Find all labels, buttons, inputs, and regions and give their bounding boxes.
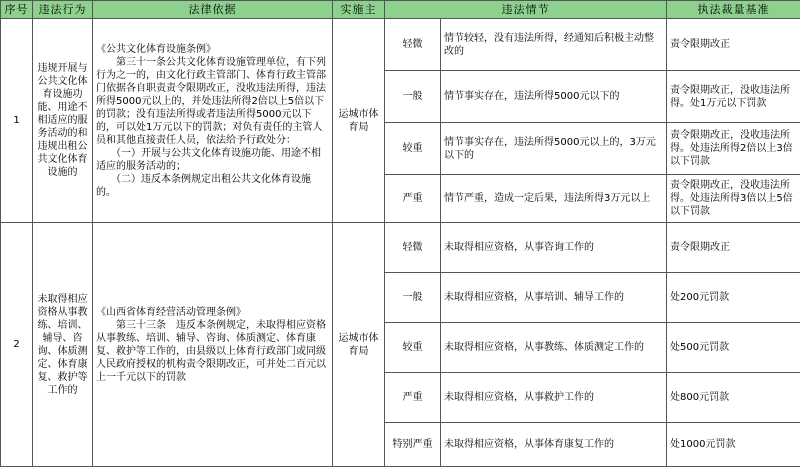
situation-cell[interactable]: 情节较轻，没有违法所得，经通知后积极主动整改的	[441, 19, 667, 71]
header-standard[interactable]: 执法裁量基准	[667, 1, 800, 19]
basis-line: 第三十三条 违反本条例规定，未取得相应资格从事教练、培训、辅导、咨询、体质测定、体育康复、救护等工作的，由县级以上体育行政部门或同级人民政府授权的机构责令限期改正，可并处二百元以上一千元以下的罚款	[96, 319, 326, 383]
standard-cell[interactable]: 责令限期改正，没收违法所得。处违法所得3倍以上5倍以下罚款	[667, 175, 800, 223]
situation-cell[interactable]: 情节严重，造成一定后果，违法所得3万元以上	[441, 175, 667, 223]
seq-cell[interactable]: 1	[1, 19, 33, 223]
header-seq[interactable]: 序号	[1, 1, 33, 19]
basis-title: 《山西省体育经营活动管理条例》	[96, 306, 246, 318]
situation-cell[interactable]: 情节事实存在，违法所得5000元以下的	[441, 71, 667, 123]
level-cell[interactable]: 一般	[385, 273, 441, 323]
act-cell[interactable]: 违规开展与公共文化体育设施功能、用途不相适应的服务活动的和违规出租公共文化体育设施的	[33, 19, 93, 223]
standard-cell[interactable]: 责令限期改正	[667, 223, 800, 273]
seq-cell[interactable]: 2	[1, 223, 33, 467]
agency-cell[interactable]: 运城市体育局	[333, 19, 385, 223]
standard-cell[interactable]: 处200元罚款	[667, 273, 800, 323]
act-cell[interactable]: 未取得相应资格从事教练、培训、辅导、咨询、体质测定、体育康复、救护等工作的	[33, 223, 93, 467]
situation-cell[interactable]: 未取得相应资格，从事咨询工作的	[441, 223, 667, 273]
basis-title: 《公共文化体育设施条例》	[96, 43, 216, 55]
basis-cell[interactable]	[93, 19, 333, 223]
header-agency[interactable]: 实施主	[333, 1, 385, 19]
standard-cell[interactable]: 责令限期改正，没收违法所得。处违法所得2倍以上3倍以下罚款	[667, 123, 800, 175]
standard-cell[interactable]: 处1000元罚款	[667, 423, 800, 467]
level-cell[interactable]: 轻微	[385, 19, 441, 71]
basis-line: （二）违反本条例规定出租公共文化体育设施的。	[96, 173, 311, 198]
header-row	[1, 1, 800, 19]
standard-cell[interactable]: 处500元罚款	[667, 323, 800, 373]
situation-cell[interactable]: 未取得相应资格，从事教练、体质测定工作的	[441, 323, 667, 373]
header-situation[interactable]: 违法情节	[385, 1, 667, 19]
situation-cell[interactable]: 情节事实存在，违法所得5000元以上的，3万元以下的	[441, 123, 667, 175]
level-cell[interactable]: 一般	[385, 71, 441, 123]
basis-line: 第三十一条公共文化体育设施管理单位，有下列行为之一的，由文化行政主管部门、体育行政主管部门依据各自职责责令限期改正，没收违法所得，违法所得5000元以上的，并处违法所得2倍以上5倍以下的罚款；没有违法所得或者违法所得5000元以下的，可以处1万元以下的罚款；对负有责任的主管人员和其他直接责任人员，依法给予行政处分：	[96, 56, 326, 146]
level-cell[interactable]: 较重	[385, 323, 441, 373]
standard-cell[interactable]: 处800元罚款	[667, 373, 800, 423]
standard-cell[interactable]: 责令限期改正	[667, 19, 800, 71]
basis-line: （一）开展与公共文化体育设施功能、用途不相适应的服务活动的；	[96, 147, 321, 172]
level-cell[interactable]: 严重	[385, 373, 441, 423]
header-basis[interactable]: 法律依据	[93, 1, 333, 19]
agency-cell[interactable]: 运城市体育局	[333, 223, 385, 467]
header-act[interactable]: 违法行为	[33, 1, 93, 19]
basis-cell[interactable]	[93, 223, 333, 467]
situation-cell[interactable]: 未取得相应资格，从事培训、辅导工作的	[441, 273, 667, 323]
situation-cell[interactable]: 未取得相应资格，从事救护工作的	[441, 373, 667, 423]
level-cell[interactable]: 特别严重	[385, 423, 441, 467]
table-row	[1, 19, 800, 71]
level-cell[interactable]: 轻微	[385, 223, 441, 273]
table-row	[1, 223, 800, 273]
level-cell[interactable]: 严重	[385, 175, 441, 223]
level-cell[interactable]: 较重	[385, 123, 441, 175]
situation-cell[interactable]: 未取得相应资格，从事体育康复工作的	[441, 423, 667, 467]
standard-cell[interactable]: 责令限期改正，没收违法所得。处1万元以下罚款	[667, 71, 800, 123]
